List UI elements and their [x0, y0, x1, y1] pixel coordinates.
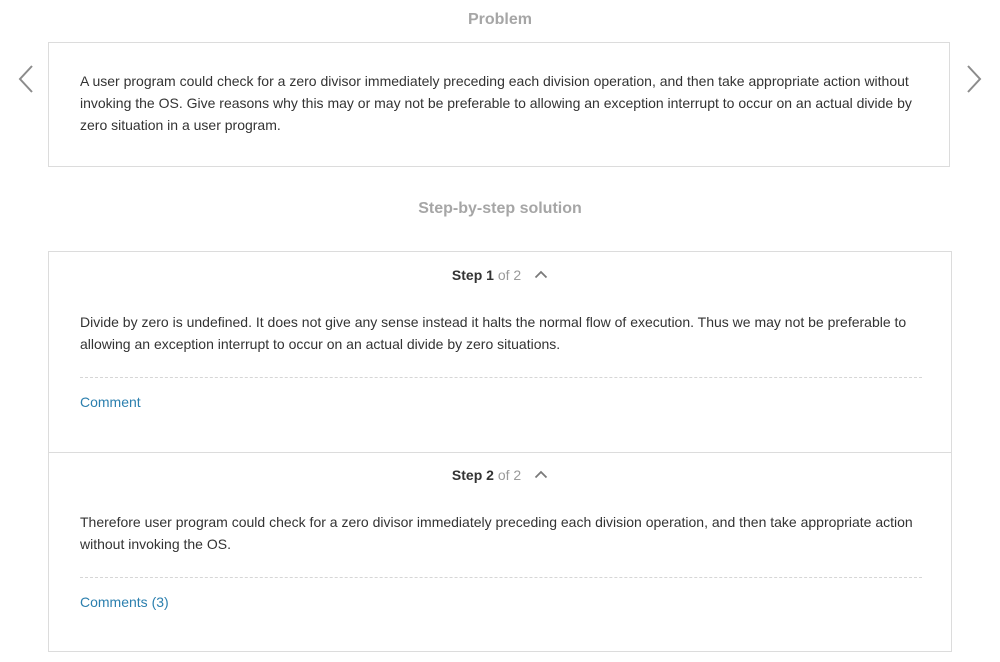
problem-text: A user program could check for a zero divisor immediately preceding each division operation, and then take appropriate action without invoking the OS. Give reasons why this may or may not be preferable to allowing an exception interrupt to occur on an actual divide by zero situation in a user program.	[80, 73, 912, 133]
previous-problem-button[interactable]	[16, 64, 36, 94]
next-problem-button[interactable]	[964, 64, 984, 94]
comments-link[interactable]: Comments (3)	[80, 594, 169, 610]
step-divider	[80, 577, 922, 578]
solution-box	[48, 251, 952, 652]
step-label: Step 2	[451, 467, 494, 483]
problem-heading: Problem	[467, 11, 532, 28]
step-count: of 2	[497, 467, 522, 483]
step-text: Therefore user program could check for a zero divisor immediately preceding each division operation, and then take appropriate action without invoking the OS.	[80, 514, 913, 552]
chevron-up-icon[interactable]	[534, 464, 548, 484]
step-card	[49, 252, 951, 452]
step-divider	[80, 377, 922, 378]
comment-link[interactable]: Comment	[80, 394, 141, 410]
step-count: of 2	[497, 267, 522, 283]
step-header	[49, 265, 951, 285]
problem-box	[48, 42, 950, 167]
step-card	[49, 452, 951, 653]
chevron-left-icon	[16, 64, 36, 94]
chevron-up-icon[interactable]	[534, 264, 548, 284]
step-label: Step 1	[451, 267, 494, 283]
solution-heading: Step-by-step solution	[418, 200, 582, 217]
chevron-right-icon	[964, 64, 984, 94]
step-header	[49, 465, 951, 485]
step-text: Divide by zero is undefined. It does not give any sense instead it halts the normal flow of execution. Thus we may not be preferable to allowing an exception interrupt to occur on an actual divide by zero situations.	[80, 314, 907, 352]
